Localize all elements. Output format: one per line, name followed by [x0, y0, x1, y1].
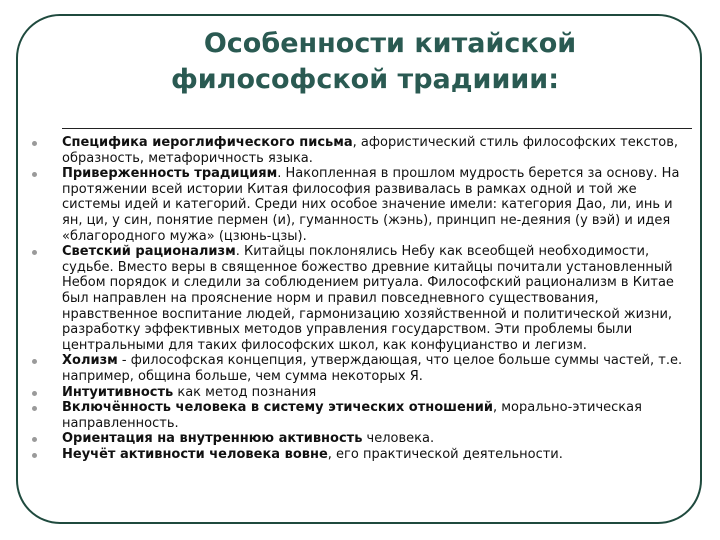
- item-text: , афористический стиль философских текстов, образность, метафоричность языка.: [62, 135, 679, 166]
- list-item: [24, 353, 696, 384]
- item-term: Холизм: [62, 353, 118, 369]
- item-term: Специфика иероглифического письма: [62, 135, 353, 150]
- bullet-icon: [32, 406, 37, 411]
- bullet-icon: [32, 437, 37, 442]
- features-list: [24, 135, 696, 462]
- list-item: [24, 166, 696, 244]
- list-item: [24, 447, 696, 463]
- item-term: Неучёт активности человека вовне: [62, 446, 328, 462]
- title-divider: [62, 128, 692, 129]
- item-text: . Китайцы поклонялись Небу как всеобщей необходимости, судьбе. Вместо веры в священное божество древние китайцы почитали установленный Небом порядок и следили за соблюдением ритуала. Философский рационализм в Китае был направлен на прояснение норм и правил повседневного существования, нравственное воспитание людей, гармонизацию хозяйственной и политической жизни, разработку эффективных методов управления государством. Эти проблемы были центральными для таких философских школ, как конфуцианство и легизм.: [62, 244, 674, 353]
- bullet-icon: [32, 453, 37, 458]
- item-term: Светский рационализм: [62, 244, 236, 260]
- item-term: Интуитивность: [62, 384, 174, 400]
- item-text: , его практической деятельности.: [327, 446, 563, 462]
- bullet-icon: [32, 359, 37, 364]
- list-item: [24, 244, 696, 353]
- title-line-1: Особенности китайской: [203, 28, 577, 59]
- slide-title: [90, 26, 650, 98]
- bullet-icon: [32, 141, 37, 146]
- list-item: [24, 135, 696, 166]
- list-item: [24, 385, 696, 401]
- list-item: [24, 400, 696, 431]
- title-line-2: философской традииии:: [170, 64, 560, 95]
- bullet-icon: [32, 250, 37, 255]
- list-item: [24, 431, 696, 447]
- item-text: как метод познания: [173, 384, 317, 400]
- item-term: Ориентация на внутреннюю активность: [62, 431, 363, 447]
- item-text: , морально-этическая направленность.: [62, 400, 642, 431]
- item-text: - философская концепция, утверждающая, что целое больше суммы частей, т.е. например, община больше, чем сумма некоторых Я.: [62, 353, 683, 384]
- bullet-icon: [32, 391, 37, 396]
- item-term: Приверженность традициям: [62, 166, 278, 182]
- bullet-icon: [32, 172, 37, 177]
- item-text: человека.: [362, 431, 435, 447]
- item-term: Включённость человека в систему этических отношений: [62, 400, 493, 416]
- item-text: . Накопленная в прошлом мудрость берется за основу. На протяжении всей истории Китая философия развивалась в рамках одной и той же системы идей и категорий. Среди них особое значение имели: категория Дао, ли, инь и ян, ци, у син, понятие пермен (и), гуманность (жэнь), принцип не-деяния (у вэй) и идея «благородного мужа» (цзюнь-цзы).: [62, 166, 680, 244]
